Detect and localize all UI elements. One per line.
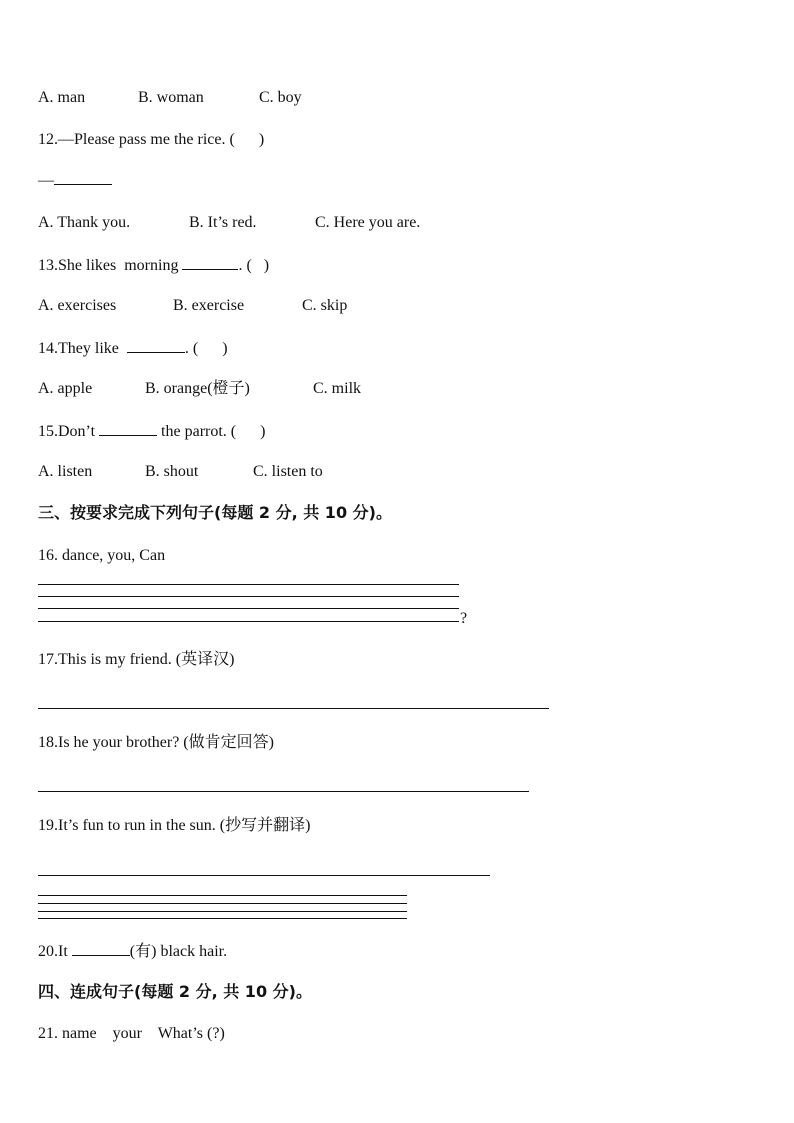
q17-answer-line[interactable]: [38, 708, 549, 709]
q18-stem: 18.Is he your brother? (做肯定回答): [38, 734, 274, 751]
section-4-heading: 四、连成句子(每题 2 分, 共 10 分)。: [38, 982, 312, 1001]
q13-option-b: B. exercise: [173, 297, 245, 314]
q14-blank[interactable]: [127, 338, 185, 353]
q20-blank[interactable]: [72, 941, 130, 956]
q12-stem: 12.—Please pass me the rice. ( ): [38, 131, 265, 148]
q16-question-mark: ?: [460, 610, 468, 627]
q20-stem-pre: 20.It: [38, 943, 72, 960]
q17-stem: 17.This is my friend. (英译汉): [38, 651, 235, 668]
q15-stem: [38, 421, 265, 442]
q14-stem-pre: 14.They like: [38, 340, 127, 357]
q13-stem: [38, 255, 269, 276]
q19-answer-line-1[interactable]: [38, 875, 490, 876]
q13-stem-pre: 13.She likes morning: [38, 257, 183, 274]
q15-stem-post: the parrot. ( ): [157, 423, 266, 440]
q16-answer-line-3[interactable]: [38, 608, 459, 609]
q16-answer-line-2[interactable]: [38, 596, 459, 597]
q19-answer-line-4[interactable]: [38, 911, 407, 912]
q12-reply-dash: —: [38, 172, 54, 189]
q20-stem-post: (有) black hair.: [129, 943, 228, 960]
q21-stem: 21. name your What’s (?): [38, 1025, 225, 1042]
q14-stem-post: . ( ): [184, 340, 228, 357]
q14-option-c: C. milk: [313, 380, 362, 397]
q13-blank[interactable]: [182, 255, 238, 270]
q12-option-a: A. Thank you.: [38, 214, 131, 231]
q14-option-b: B. orange(橙子): [145, 380, 250, 397]
q19-answer-line-3[interactable]: [38, 903, 407, 904]
q19-answer-line-5[interactable]: [38, 918, 407, 919]
q20-stem: [38, 941, 227, 962]
q12-reply: [38, 170, 112, 191]
q19-stem: 19.It’s fun to run in the sun. (抄写并翻译): [38, 817, 311, 834]
q15-stem-pre: 15.Don’t: [38, 423, 100, 440]
section-3-heading: 三、按要求完成下列句子(每题 2 分, 共 10 分)。: [38, 503, 392, 522]
q12-option-c: C. Here you are.: [315, 214, 421, 231]
q16-answer-line-1[interactable]: [38, 584, 459, 585]
q13-option-a: A. exercises: [38, 297, 117, 314]
q16-answer-line-4[interactable]: [38, 621, 459, 622]
q11-option-a: A. man: [38, 89, 86, 106]
q15-blank[interactable]: [99, 421, 157, 436]
q12-option-b: B. It’s red.: [189, 214, 257, 231]
q15-option-a: A. listen: [38, 463, 93, 480]
q11-option-c: C. boy: [259, 89, 302, 106]
q15-option-b: B. shout: [145, 463, 199, 480]
q13-stem-post: . ( ): [238, 257, 270, 274]
q14-option-a: A. apple: [38, 380, 93, 397]
q18-answer-line[interactable]: [38, 791, 529, 792]
q19-answer-line-2[interactable]: [38, 895, 407, 896]
q13-option-c: C. skip: [302, 297, 348, 314]
q11-option-b: B. woman: [138, 89, 204, 106]
q16-stem: 16. dance, you, Can: [38, 547, 166, 564]
q14-stem: [38, 338, 228, 359]
q12-reply-blank[interactable]: [54, 170, 112, 185]
q15-option-c: C. listen to: [253, 463, 323, 480]
